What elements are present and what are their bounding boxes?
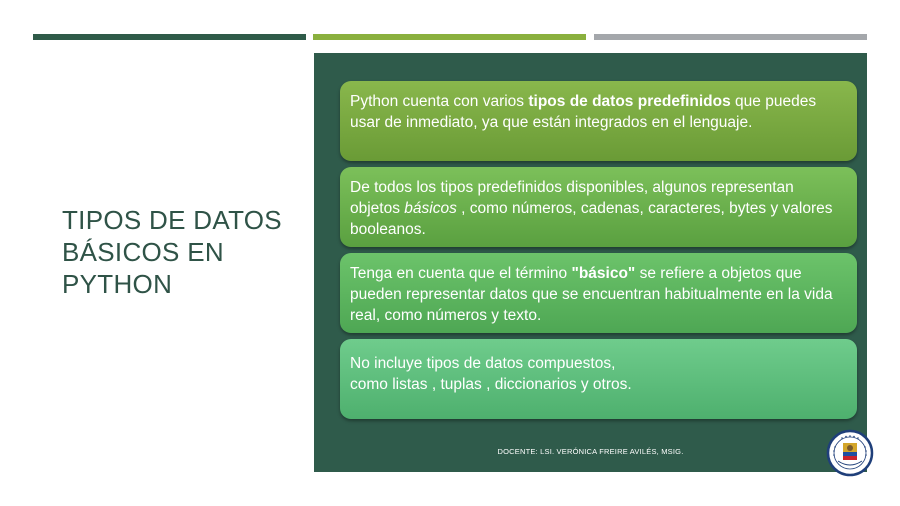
info-box-text <box>350 353 843 395</box>
footer-teacher: DOCENTE: LSI. VERÓNICA FREIRE AVILÉS, MSIG. <box>497 447 684 456</box>
slide-title-line-2: BÁSICOS EN <box>62 237 224 267</box>
text-emphasis: "básico" <box>571 265 636 282</box>
text-segment: se refiere a objetos que pueden representar datos que se encuentran habitualmente en la vida real, como números y texto. <box>350 265 833 324</box>
text-emphasis: tipos de datos predefinidos <box>528 93 731 110</box>
info-box-basic-term <box>340 253 857 333</box>
text-emphasis: básicos <box>404 200 457 217</box>
info-box-compound-types <box>340 339 857 419</box>
text-segment: Tenga en cuenta que el término <box>350 265 572 282</box>
university-seal-icon <box>826 429 874 477</box>
info-box-text <box>350 263 843 326</box>
accent-bar-gray <box>594 34 867 40</box>
slide-title-line-3: PYTHON <box>62 269 173 299</box>
accent-bar-dark <box>33 34 306 40</box>
text-segment: que puedes usar de inmediato, ya que están integrados en el lenguaje. <box>350 93 817 131</box>
content-panel <box>314 53 867 472</box>
info-box-text <box>350 177 843 240</box>
text-segment: De todos los tipos predefinidos disponibles, algunos representan objetos <box>350 179 794 217</box>
info-box-text <box>350 91 843 133</box>
info-box-basic-objects <box>340 167 857 247</box>
slide-title <box>62 204 302 300</box>
accent-bar-green <box>313 34 586 40</box>
text-segment: , como números, cadenas, caracteres, bytes y valores booleanos. <box>350 200 833 238</box>
slide-title-line-1: TIPOS DE DATOS <box>62 205 282 235</box>
text-line: No incluye tipos de datos compuestos, <box>350 355 616 372</box>
text-segment: Python cuenta con varios <box>350 93 529 110</box>
text-line: como listas , tuplas , diccionarios y otros. <box>350 376 632 393</box>
info-box-predefined-types <box>340 81 857 161</box>
